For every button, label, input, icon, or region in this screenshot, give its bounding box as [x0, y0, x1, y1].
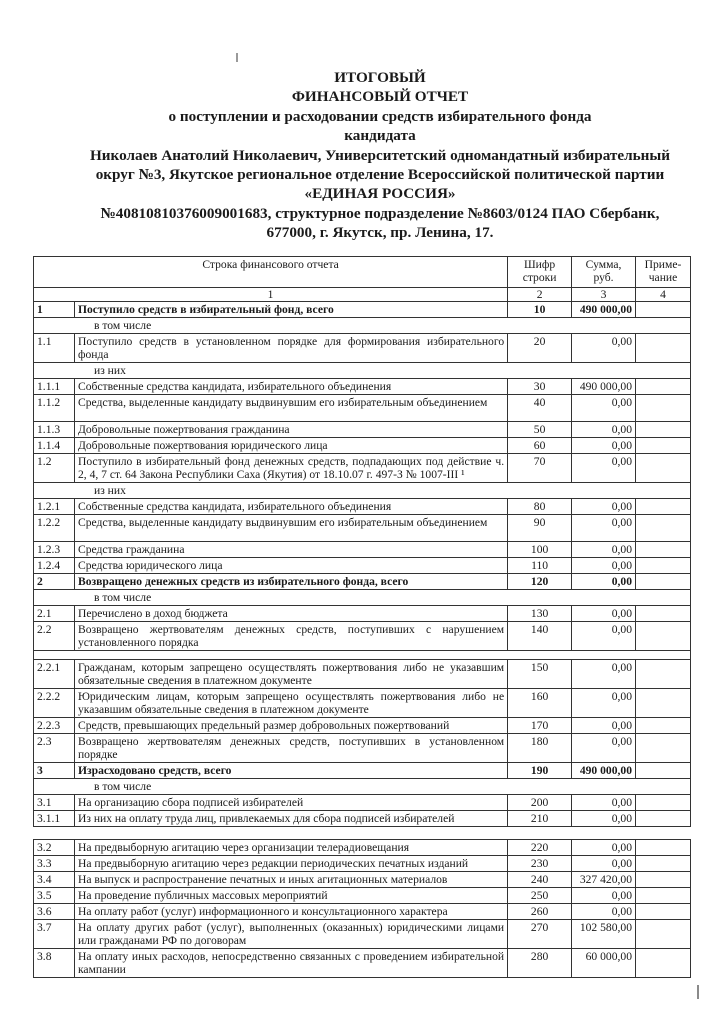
table-row [34, 856, 691, 872]
row-code: 170 [508, 718, 572, 734]
table-row [34, 888, 691, 904]
subheading-label: в том числе [34, 779, 691, 795]
column-number: 2 [508, 288, 572, 302]
table-row [34, 302, 691, 318]
row-code: 50 [508, 422, 572, 438]
row-label: Собственные средства кандидата, избирательного объединения [74, 379, 507, 395]
row-number: 3.1 [34, 795, 75, 811]
row-note [636, 795, 691, 811]
row-label: Израсходовано средств, всего [74, 763, 507, 779]
row-note [636, 542, 691, 558]
subheading-row [34, 590, 691, 606]
column-number: 1 [34, 288, 508, 302]
row-label: Поступило в избирательный фонд денежных средств, подпадающих под действие ч. 2, 4, 7 ст. 64 Закона Республики Саха (Якутия) от 18.10.07 г. 497-З № 1007-III ¹ [74, 454, 507, 483]
row-note [636, 920, 691, 949]
row-note [636, 515, 691, 542]
row-number: 1.1.4 [34, 438, 75, 454]
row-note [636, 718, 691, 734]
row-code: 240 [508, 872, 572, 888]
column-header [508, 257, 572, 288]
row-number: 3.7 [34, 920, 75, 949]
row-note [636, 872, 691, 888]
row-code: 160 [508, 689, 572, 718]
row-label: На оплату иных расходов, непосредственно связанных с проведением избирательной кампании [74, 949, 507, 978]
column-header-text: строки [522, 271, 557, 284]
row-sum: 0,00 [572, 856, 636, 872]
subheading-row [34, 779, 691, 795]
table-row [34, 689, 691, 718]
row-number: 3 [34, 763, 75, 779]
row-note [636, 395, 691, 422]
row-sum: 0,00 [572, 734, 636, 763]
row-code: 90 [508, 515, 572, 542]
row-sum: 0,00 [572, 606, 636, 622]
row-sum: 490 000,00 [572, 763, 636, 779]
row-code: 280 [508, 949, 572, 978]
row-note [636, 689, 691, 718]
row-number: 2.1 [34, 606, 75, 622]
row-sum: 0,00 [572, 795, 636, 811]
row-note [636, 949, 691, 978]
candidate-info: Николаев Анатолий Николаевич, Университетский одномандатный избирательный [89, 146, 671, 164]
column-number-row [34, 288, 691, 302]
row-code: 140 [508, 622, 572, 651]
row-sum: 0,00 [572, 542, 636, 558]
row-label: Средств, превышающих предельный размер добровольных пожертвований [74, 718, 507, 734]
column-number: 3 [572, 288, 636, 302]
bank-address: 677000, г. Якутск, пр. Ленина, 17. [266, 224, 494, 242]
row-number: 1 [34, 302, 75, 318]
column-header-text: руб. [593, 271, 614, 284]
report-header [70, 68, 690, 243]
row-label: Средства гражданина [74, 542, 507, 558]
column-header [636, 257, 691, 288]
row-sum: 0,00 [572, 622, 636, 651]
scan-mark [697, 985, 699, 999]
row-code: 40 [508, 395, 572, 422]
row-number: 1.1 [34, 334, 75, 363]
row-number: 2.2 [34, 622, 75, 651]
column-header: Строка финансового отчета [34, 257, 508, 288]
row-code: 30 [508, 379, 572, 395]
row-sum: 0,00 [572, 840, 636, 856]
table-row [34, 542, 691, 558]
row-note [636, 763, 691, 779]
row-code: 190 [508, 763, 572, 779]
row-number: 3.3 [34, 856, 75, 872]
row-label: Из них на оплату труда лиц, привлекаемых для сбора подписей избирателей [74, 811, 507, 827]
spacer-cell [34, 827, 691, 840]
row-label: Средства, выделенные кандидату выдвинувшим его избирательным объединением [74, 395, 507, 422]
row-note [636, 840, 691, 856]
row-code: 150 [508, 660, 572, 689]
report-title-line: ФИНАНСОВЫЙ ОТЧЕТ [291, 88, 469, 106]
table-row [34, 718, 691, 734]
table-row [34, 795, 691, 811]
row-code: 220 [508, 840, 572, 856]
table-row [34, 840, 691, 856]
row-code: 130 [508, 606, 572, 622]
row-sum: 0,00 [572, 718, 636, 734]
row-label: Собственные средства кандидата, избирательного объединения [74, 499, 507, 515]
table-row [34, 499, 691, 515]
row-sum: 490 000,00 [572, 302, 636, 318]
row-note [636, 734, 691, 763]
subheading-label: из них [34, 363, 691, 379]
row-number: 2.2.2 [34, 689, 75, 718]
row-number: 3.4 [34, 872, 75, 888]
row-code: 260 [508, 904, 572, 920]
row-label: Средства, выделенные кандидату выдвинувшим его избирательным объединением [74, 515, 507, 542]
table-row [34, 920, 691, 949]
column-header-text: Сумма, [585, 258, 622, 271]
report-title-line: ИТОГОВЫЙ [334, 69, 426, 86]
row-note [636, 422, 691, 438]
row-sum: 0,00 [572, 438, 636, 454]
row-note [636, 499, 691, 515]
row-number: 3.5 [34, 888, 75, 904]
financial-report-table [33, 256, 691, 978]
row-label: На оплату работ (услуг) информационного и консультационного характера [74, 904, 507, 920]
table-row [34, 334, 691, 363]
subheading-label: из них [34, 483, 691, 499]
row-sum: 327 420,00 [572, 872, 636, 888]
row-label: Гражданам, которым запрещено осуществлять пожертвования либо не указавшим обязательные сведения в платежном документе [74, 660, 507, 689]
row-note [636, 622, 691, 651]
row-code: 210 [508, 811, 572, 827]
row-number: 3.6 [34, 904, 75, 920]
table-row [34, 872, 691, 888]
table-row [34, 622, 691, 651]
row-label: Добровольные пожертвования юридического лица [74, 438, 507, 454]
row-sum: 0,00 [572, 811, 636, 827]
row-note [636, 606, 691, 622]
table-row [34, 558, 691, 574]
row-sum: 102 580,00 [572, 920, 636, 949]
row-number: 2.3 [34, 734, 75, 763]
row-sum: 0,00 [572, 454, 636, 483]
row-sum: 0,00 [572, 395, 636, 422]
row-number: 1.2.2 [34, 515, 75, 542]
table-row [34, 606, 691, 622]
row-number: 1.2 [34, 454, 75, 483]
table-row [34, 395, 691, 422]
subheading-label: в том числе [34, 318, 691, 334]
row-sum: 0,00 [572, 574, 636, 590]
row-sum: 60 000,00 [572, 949, 636, 978]
row-note [636, 574, 691, 590]
table-header-row [34, 257, 691, 288]
row-code: 80 [508, 499, 572, 515]
spacer-cell [34, 651, 691, 660]
row-label: Возвращено денежных средств из избирательного фонда, всего [74, 574, 507, 590]
row-label: На оплату других работ (услуг), выполненных (оказанных) юридическими лицами или гражданами РФ по договорам [74, 920, 507, 949]
row-label: На выпуск и распространение печатных и иных агитационных материалов [74, 872, 507, 888]
row-note [636, 660, 691, 689]
row-sum: 0,00 [572, 904, 636, 920]
row-note [636, 334, 691, 363]
table-row [34, 904, 691, 920]
row-label: На организацию сбора подписей избирателей [74, 795, 507, 811]
table-row [34, 438, 691, 454]
row-label: Возвращено жертвователям денежных средств, поступивших в установленном порядке [74, 734, 507, 763]
row-note [636, 454, 691, 483]
row-label: На проведение публичных массовых мероприятий [74, 888, 507, 904]
row-number: 2 [34, 574, 75, 590]
row-label: Поступило средств в установленном порядке для формирования избирательного фонда [74, 334, 507, 363]
table-row [34, 515, 691, 542]
row-sum: 0,00 [572, 558, 636, 574]
row-number: 3.2 [34, 840, 75, 856]
subheading-row [34, 318, 691, 334]
row-code: 230 [508, 856, 572, 872]
subheading-row [34, 483, 691, 499]
row-code: 110 [508, 558, 572, 574]
subheading-label: в том числе [34, 590, 691, 606]
column-number: 4 [636, 288, 691, 302]
row-code: 60 [508, 438, 572, 454]
row-note [636, 856, 691, 872]
row-note [636, 438, 691, 454]
table-row [34, 734, 691, 763]
row-number: 2.2.3 [34, 718, 75, 734]
row-sum: 0,00 [572, 515, 636, 542]
row-number: 3.8 [34, 949, 75, 978]
table-row [34, 811, 691, 827]
row-spacer [34, 827, 691, 840]
report-subtitle: кандидата [344, 127, 416, 145]
row-number: 1.1.2 [34, 395, 75, 422]
column-header-text: Шифр [523, 258, 556, 271]
row-code: 250 [508, 888, 572, 904]
table-row [34, 763, 691, 779]
row-label: Поступило средств в избирательный фонд, всего [74, 302, 507, 318]
table-row [34, 422, 691, 438]
column-header [572, 257, 636, 288]
row-number: 1.2.1 [34, 499, 75, 515]
row-sum: 0,00 [572, 888, 636, 904]
row-label: Перечислено в доход бюджета [74, 606, 507, 622]
row-number: 1.1.1 [34, 379, 75, 395]
row-number: 3.1.1 [34, 811, 75, 827]
row-label: Средства юридического лица [74, 558, 507, 574]
row-note [636, 302, 691, 318]
table-row [34, 574, 691, 590]
row-label: Возвращено жертвователям денежных средств, поступивших с нарушением установленного порядка [74, 622, 507, 651]
row-code: 100 [508, 542, 572, 558]
row-code: 10 [508, 302, 572, 318]
row-sum: 0,00 [572, 422, 636, 438]
row-number: 1.2.3 [34, 542, 75, 558]
row-sum: 0,00 [572, 334, 636, 363]
row-note [636, 811, 691, 827]
row-number: 1.2.4 [34, 558, 75, 574]
row-code: 200 [508, 795, 572, 811]
row-code: 270 [508, 920, 572, 949]
table-row [34, 454, 691, 483]
row-label: На предвыборную агитацию через редакции периодических печатных изданий [74, 856, 507, 872]
column-header-text: чание [648, 271, 678, 284]
report-subtitle: о поступлении и расходовании средств избирательного фонда [168, 107, 592, 125]
row-note [636, 379, 691, 395]
row-code: 180 [508, 734, 572, 763]
row-sum: 490 000,00 [572, 379, 636, 395]
row-sum: 0,00 [572, 660, 636, 689]
row-number: 1.1.3 [34, 422, 75, 438]
party-name: «ЕДИНАЯ РОССИЯ» [304, 185, 456, 203]
row-label: На предвыборную агитацию через организации телерадиовещания [74, 840, 507, 856]
subheading-row [34, 363, 691, 379]
table-row [34, 660, 691, 689]
row-code: 70 [508, 454, 572, 483]
row-note [636, 558, 691, 574]
row-note [636, 904, 691, 920]
bank-account: №40810810376009001683, структурное подразделение №8603/0124 ПАО Сбербанк, [100, 204, 660, 222]
table-row [34, 949, 691, 978]
row-note [636, 888, 691, 904]
column-header-text: Приме- [644, 258, 682, 271]
row-number: 2.2.1 [34, 660, 75, 689]
row-label: Добровольные пожертвования гражданина [74, 422, 507, 438]
row-label: Юридическим лицам, которым запрещено осуществлять пожертвования либо не указавшим обязательные сведения в платежном документе [74, 689, 507, 718]
row-sum: 0,00 [572, 499, 636, 515]
scan-mark [236, 53, 238, 62]
candidate-info: округ №3, Якутское региональное отделение Всероссийской политической партии [95, 166, 665, 184]
row-spacer [34, 651, 691, 660]
row-sum: 0,00 [572, 689, 636, 718]
row-code: 120 [508, 574, 572, 590]
row-code: 20 [508, 334, 572, 363]
table-row [34, 379, 691, 395]
